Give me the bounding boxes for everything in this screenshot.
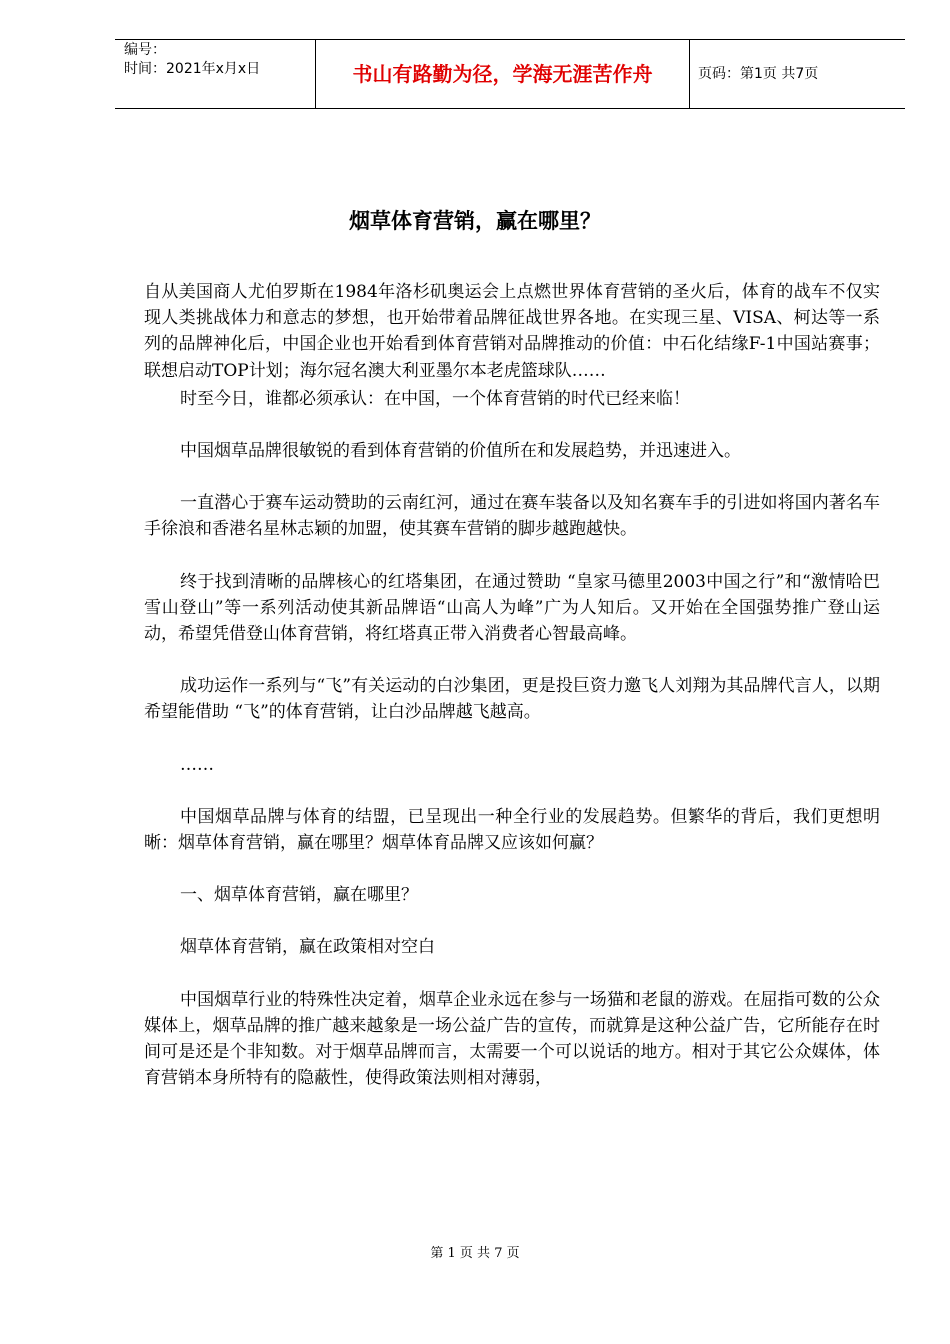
paragraph: 中国烟草行业的特殊性决定着，烟草企业永远在参与一场猫和老鼠的游戏。在屈指可数的公众媒体上，烟草品牌的推广越来越象是一场公益广告的宣传，而就算是这种公益广告，它所能存在时间可是还是个非知数。对于烟草品牌而言，太需要一个可以说话的地方。相对于其它公众媒体，体育营销本身所特有的隐蔽性，使得政策法则相对薄弱， [144, 989, 880, 1089]
ellipsis-line: …… [180, 754, 214, 775]
subsection-heading: 烟草体育营销，赢在政策相对空白 [180, 937, 435, 958]
paragraph: 成功运作一系列与“飞”有关运动的白沙集团，更是投巨资力邀飞人刘翔为其品牌代言人，以期希望能借助 “飞”的体育营销，让白沙品牌越飞越高。 [144, 676, 880, 723]
page-header [115, 39, 905, 109]
paragraph: 一直潜心于赛车运动赞助的云南红河，通过在赛车装备以及知名赛车手的引进如将国内著名车手徐浪和香港名星林志颖的加盟，使其赛车营销的脚步越跑越快。 [144, 493, 880, 540]
section-heading: 一、烟草体育营销，赢在哪里？ [180, 885, 418, 906]
article-title: 烟草体育营销，赢在哪里？ [349, 208, 601, 233]
page-footer: 第 1 页 共 7 页 [430, 1246, 520, 1261]
paragraph: 中国烟草品牌与体育的结盟，已呈现出一种全行业的发展趋势。但繁华的背后，我们更想明晰：烟草体育营销，赢在哪里？烟草体育品牌又应该如何赢？ [144, 806, 880, 854]
header-meta [115, 40, 315, 108]
doc-number-label: 编号： [124, 42, 166, 58]
header-page-info: 页码：第1页 共7页 [698, 66, 819, 82]
paragraph: 中国烟草品牌很敏锐的看到体育营销的价值所在和发展趋势，并迅速进入。 [180, 441, 741, 462]
paragraph: 时至今日，谁都必须承认：在中国，一个体育营销的时代已经来临！ [180, 388, 690, 409]
paragraph-intro: 自从美国商人尤伯罗斯在1984年洛杉矶奥运会上点燃世界体育营销的圣火后，体育的战车不仅实现人类挑战体力和意志的梦想，也开始带着品牌征战世界各地。在实现三星、VISA、柯达等一系列的品牌神化后，中国企业也开始看到体育营销对品牌推动的价值：中石化结缘F-1中国站赛事；联想启动TOP计划；海尔冠名澳大利亚墨尔本老虎篮球队…… [144, 282, 880, 381]
paragraph: 终于找到清晰的品牌核心的红塔集团，在通过赞助 “皇家马德里2003中国之行”和“激情哈巴雪山登山”等一系列活动使其新品牌语“山高人为峰”广为人知后。又开始在全国强势推广登山运动，希望凭借登山体育营销，将红塔真正带入消费者心智最高峰。 [144, 571, 880, 645]
header-motto: 书山有路勤为径，学海无涯苦作舟 [315, 40, 690, 108]
doc-time-label: 时间：2021年x月x日 [124, 61, 261, 77]
article-body [144, 279, 880, 1091]
